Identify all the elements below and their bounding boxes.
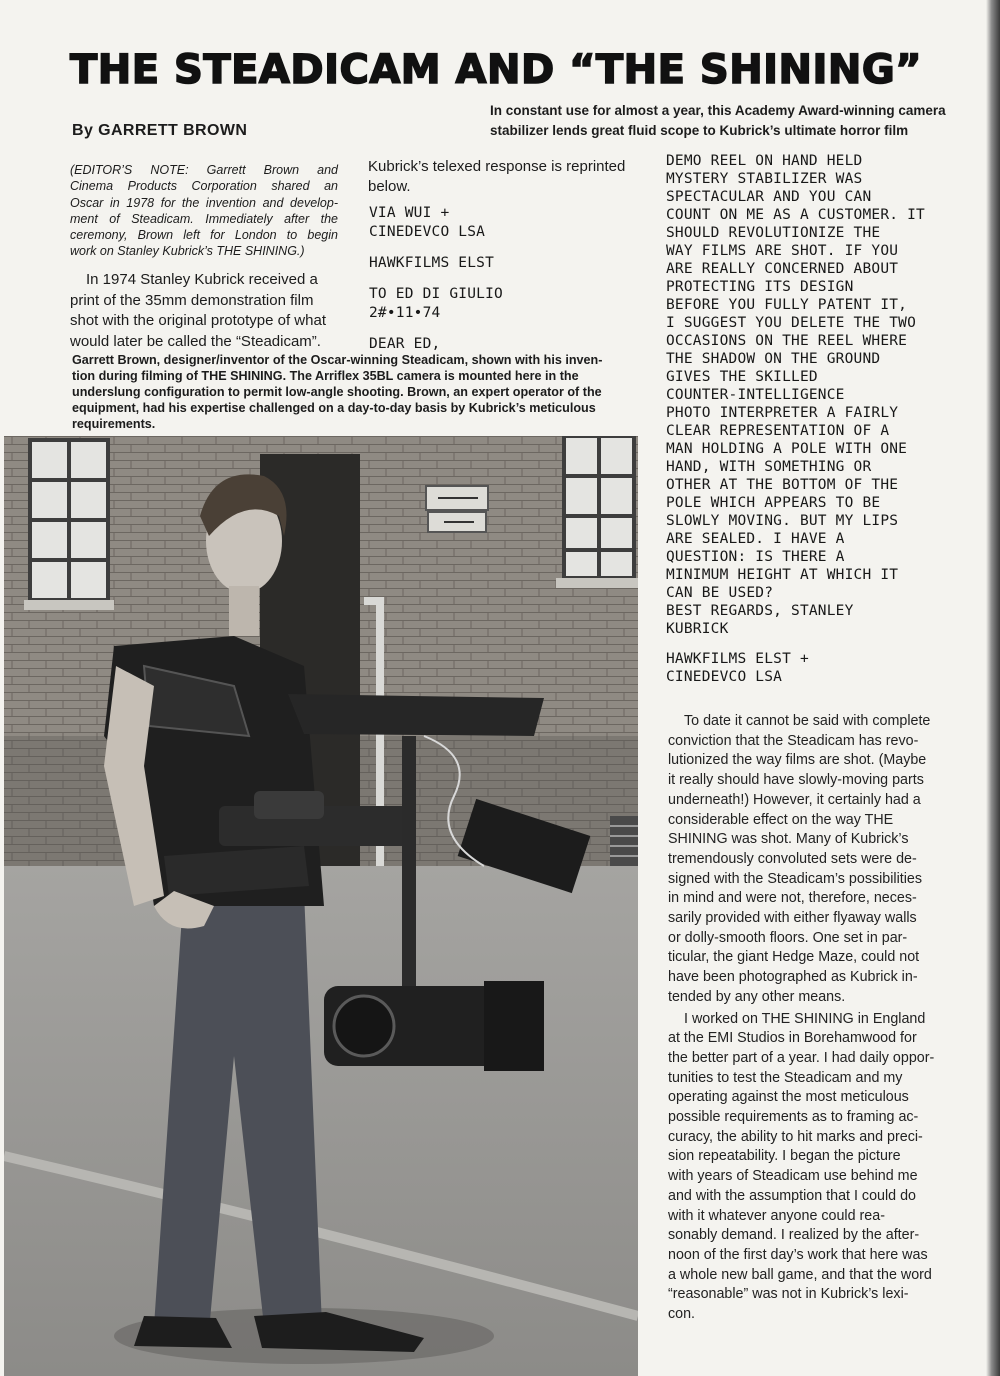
body-line: sonably demand. I realized by the after- [668,1227,920,1244]
body-line: SHINING was shot. Many of Kubrick’s [668,831,909,848]
intro-line: print of the 35mm demonstration film [70,291,314,309]
telex-intro-text [368,157,636,196]
telex-line: COUNT ON ME AS A CUSTOMER. IT [666,207,925,223]
body-line: sion repeatability. I began the picture [668,1148,901,1165]
editors-note-line: Oscar in 1978 for the invention and develop- [70,195,338,210]
telex-line: SPECTACULAR AND YOU CAN [666,189,872,205]
telex-line: I SUGGEST YOU DELETE THE TWO [666,315,917,331]
telex-gap [666,638,966,650]
telex-line: TO ED DI GIULIO [369,286,503,302]
page-edge-shadow [986,0,1000,1376]
telex-line: MAN HOLDING A POLE WITH ONE [666,441,908,457]
body-line: it really should have slowly-moving parts [668,772,924,789]
body-paragraph [668,712,936,1008]
editors-note-line: (EDITOR’S NOTE: Garrett Brown and [70,163,338,177]
editors-note-line: work on Stanley Kubrick’s THE SHINING.) [70,244,305,259]
body-line: To date it cannot be said with complete [684,713,931,729]
telex-line: DEMO REEL ON HAND HELD [666,153,863,169]
body-line: operating against the most meticulous [668,1089,909,1106]
telex-line: QUESTION: IS THERE A [666,549,845,565]
body-line: considerable effect on the way THE [668,811,894,828]
telex-line: THE SHADOW ON THE GROUND [666,351,881,367]
caption-line: underslung configuration to permit low-angle shooting. Brown, an expert operator of the [72,385,602,399]
caption-line: tion during filming of THE SHINING. The Arriflex 35BL camera is mounted here in the [72,369,579,383]
body-line: tended by any other means. [668,988,846,1005]
caption-line: requirements. [72,417,156,431]
telex-gap [369,323,639,335]
telex-header [369,204,639,354]
telex-line: MYSTERY STABILIZER WAS [666,171,863,187]
telex-line: HAND, WITH SOMETHING OR [666,459,872,475]
telex-intro-line: Kubrick’s telexed response is reprinted [368,158,626,175]
telex-line: ARE REALLY CONCERNED ABOUT [666,261,899,277]
telex-line: SLOWLY MOVING. BUT MY LIPS [666,513,899,529]
body-line: ticular, the giant Hedge Maze, could not [668,949,920,966]
body-line: possible requirements as to framing ac- [668,1109,919,1126]
telex-line: PROTECTING ITS DESIGN [666,279,854,295]
telex-line: 2#•11•74 [369,305,441,321]
body-line: signed with the Steadicam’s possibilities [668,870,923,887]
intro-line: shot with the original prototype of what [70,312,326,329]
editors-note [70,162,338,260]
body-paragraph [668,1010,936,1325]
body-line: I worked on THE SHINING in England [684,1010,926,1027]
telex-line: BEST REGARDS, STANLEY [666,603,854,619]
body-line: lutionized the way films are shot. (Maybe [668,752,927,769]
body-line: underneath!) However, it certainly had a [668,791,921,808]
body-line: conviction that the Steadicam has revo- [668,732,919,749]
telex-line: CINEDEVCO LSA [666,669,783,685]
telex-line: SHOULD REVOLUTIONIZE THE [666,225,881,241]
photo-caption [72,352,638,432]
steadicam-operator-photo [4,436,638,1376]
caption-line: Garrett Brown, designer/inventor of the Oscar-winning Steadicam, shown with his inven- [72,353,603,367]
body-line: with years of Steadicam use behind me [668,1168,918,1185]
article-deck [490,101,946,141]
body-line: tunities to test the Steadicam and my [668,1069,903,1086]
body-line: with it whatever anyone could rea- [668,1207,885,1224]
deck-line: stabilizer lends great fluid scope to Kubrick’s ultimate horror film [490,123,909,138]
article-headline: THE STEADICAM AND “THE SHINING” [70,47,923,93]
telex-line: MINIMUM HEIGHT AT WHICH IT [666,567,899,583]
telex-line: HAWKFILMS ELST [369,255,495,271]
photo-illustration [4,436,638,1376]
body-line: noon of the first day’s work that here was [668,1246,928,1263]
telex-line: BEFORE YOU FULLY PATENT IT, [666,297,908,313]
telex-intro-line: below. [368,177,411,195]
telex-line: HAWKFILMS ELST + [666,651,809,667]
editors-note-line: Cinema Products Corporation shared an [70,179,338,194]
body-line: sarily provided with either flyaway walls [668,910,917,927]
telex-gap [369,242,639,254]
telex-line: POLE WHICH APPEARS TO BE [666,495,881,511]
deck-line: In constant use for almost a year, this Academy Award-winning camera [490,103,946,118]
editors-note-line: ceremony, Brown left for London to begin [70,228,338,243]
telex-gap [369,273,639,285]
telex-line: COUNTER-INTELLIGENCE [666,387,845,403]
byline: By GARRETT BROWN [72,122,248,139]
article-body [668,712,936,1325]
caption-line: equipment, had his expertise challenged on a day-to-day basis by Kubrick’s meticulous [72,401,596,415]
body-line: con. [668,1306,696,1323]
telex-line: CINEDEVCO LSA [369,224,486,240]
editors-note-line: ment of Steadicam. Immediately after the [70,211,338,226]
body-line: tremendously convoluted sets were de- [668,850,917,867]
body-line: and with the assumption that I could do [668,1187,916,1204]
telex-line: DEAR ED, [369,336,441,352]
telex-line: OTHER AT THE BOTTOM OF THE [666,477,899,493]
telex-line: CAN BE USED? [666,585,774,601]
body-line: have been photographed as Kubrick in- [668,969,918,986]
body-line: the better part of a year. I had daily oppor- [668,1049,935,1066]
body-line: or dolly-smooth floors. One set in par- [668,929,908,946]
intro-paragraph [70,270,340,352]
body-line: curacy, the ability to hit marks and preci- [668,1128,923,1145]
telex-line: CLEAR REPRESENTATION OF A [666,423,890,439]
telex-line: ARE SEALED. I HAVE A [666,531,845,547]
telex-line: GIVES THE SKILLED [666,369,818,385]
telex-line: OCCASIONS ON THE REEL WHERE [666,333,908,349]
intro-line: would later be called the “Steadicam”. [70,332,321,350]
body-line: a whole new ball game, and that the word [668,1266,932,1283]
telex-line: KUBRICK [666,621,729,637]
body-line: at the EMI Studios in Borehamwood for [668,1030,917,1047]
telex-message [666,152,966,686]
telex-line: WAY FILMS ARE SHOT. IF YOU [666,243,899,259]
body-line: “reasonable” was not in Kubrick’s lexi- [668,1286,909,1303]
telex-line: VIA WUI + [369,205,450,221]
body-line: in mind and were not, therefore, neces- [668,890,917,907]
telex-line: PHOTO INTERPRETER A FAIRLY [666,405,899,421]
intro-line: In 1974 Stanley Kubrick received a [86,271,318,288]
